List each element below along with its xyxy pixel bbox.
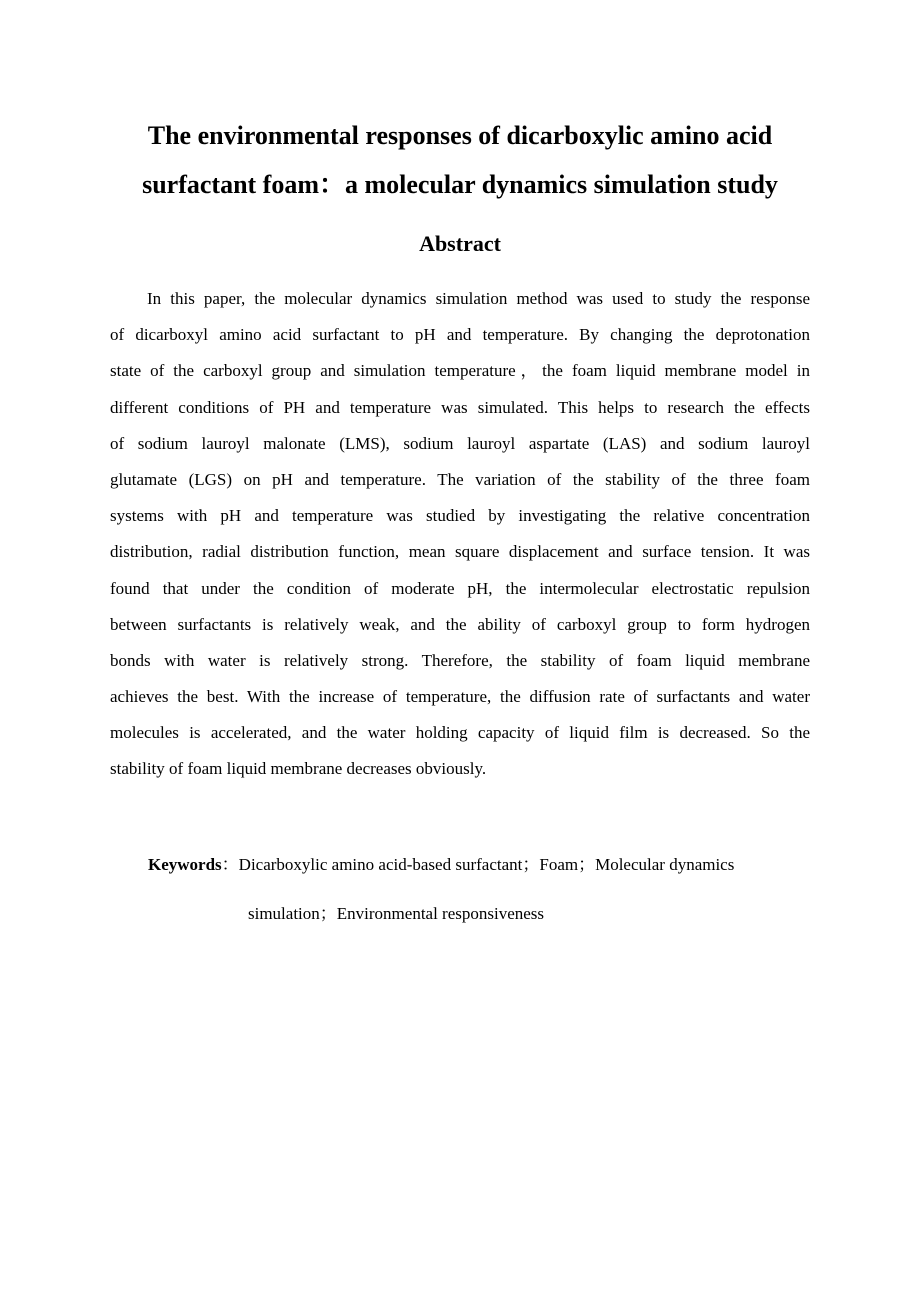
- abstract-line: of sodium lauroyl malonate (LMS), sodium lauroyl aspartate (LAS) and sodium lauroyl: [110, 433, 810, 453]
- abstract-line: found that under the condition of moderate pH, the intermolecular electrostatic repulsion: [110, 578, 810, 598]
- abstract-line: distribution, radial distribution function, mean square displacement and surface tension. It was: [110, 542, 810, 562]
- abstract-line: bonds with water is relatively strong. Therefore, the stability of foam liquid membrane: [110, 650, 810, 670]
- abstract-line: state of the carboxyl group and simulation temperature，the foam liquid membrane model in: [110, 361, 810, 381]
- keywords-separator: ：: [221, 855, 239, 874]
- paper-title-line-1: The environmental responses of dicarboxylic amino acid: [147, 121, 773, 150]
- abstract-line: systems with pH and temperature was studied by investigating the relative concentration: [110, 506, 810, 526]
- paper-title-line-2: surfactant foam：a molecular dynamics simulation study: [142, 170, 778, 199]
- abstract-line: different conditions of PH and temperature was simulated. This helps to research the effects: [110, 397, 810, 417]
- abstract-line: between surfactants is relatively weak, and the ability of carboxyl group to form hydrogen: [110, 614, 810, 634]
- abstract-line: In this paper, the molecular dynamics simulation method was used to study the response: [147, 289, 810, 308]
- keywords-line-2: simulation；Environmental responsiveness: [248, 904, 545, 923]
- keywords-text-1: Dicarboxylic amino acid-based surfactant；Foam；Molecular dynamics: [238, 855, 735, 874]
- abstract-heading: Abstract: [419, 231, 501, 256]
- keywords-label: Keywords: [148, 855, 222, 874]
- abstract-line: stability of foam liquid membrane decreases obviously.: [110, 759, 487, 779]
- abstract-line: of dicarboxyl amino acid surfactant to pH and temperature. By changing the deprotonation: [110, 325, 810, 345]
- abstract-body: [110, 281, 810, 788]
- keywords-line-1: [148, 850, 734, 880]
- abstract-line: molecules is accelerated, and the water holding capacity of liquid film is decreased. So the: [110, 723, 810, 743]
- abstract-line: glutamate (LGS) on pH and temperature. The variation of the stability of the three foam: [110, 469, 810, 489]
- abstract-line: achieves the best. With the increase of temperature, the diffusion rate of surfactants and water: [110, 687, 810, 707]
